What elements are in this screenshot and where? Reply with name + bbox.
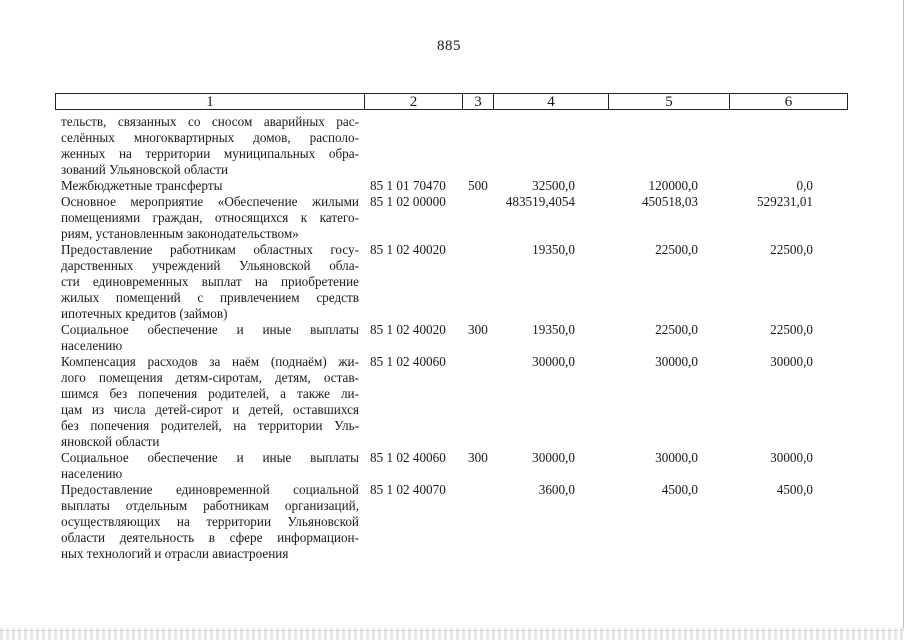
- row-code: 85 1 02 40020: [370, 322, 446, 337]
- description-line: Предоставление единовременной социальной: [61, 482, 359, 497]
- table-header: [55, 93, 848, 110]
- description-line: населению: [61, 338, 123, 353]
- table-row: [0, 450, 905, 482]
- description-line: Социальное обеспечение и иные выплаты: [61, 450, 359, 465]
- row-description: [61, 194, 359, 242]
- row-code: 85 1 02 40020: [370, 242, 446, 257]
- description-line: Основное мероприятие «Обеспечение жилыми: [61, 194, 359, 209]
- row-value-col5: 4500,0: [661, 482, 698, 497]
- row-value-col5: 22500,0: [655, 242, 698, 257]
- description-line: цам из числа детей-сирот и детей, оставшихся: [61, 402, 359, 417]
- description-line: помещениями граждан, относящихся к катего-: [61, 210, 359, 225]
- row-description: [61, 114, 359, 178]
- description-line: осуществляющих на территории Ульяновской: [61, 514, 359, 529]
- description-line: Компенсация расходов за наём (поднаём) жи-: [61, 354, 359, 369]
- row-value-col4: 483519,4054: [505, 194, 575, 209]
- table-row: [0, 178, 905, 194]
- row-value-col5: 30000,0: [655, 450, 698, 465]
- table-body: [0, 114, 905, 562]
- description-line: Предоставление работникам областных госу-: [61, 242, 359, 257]
- header-cell-1: 1: [56, 94, 365, 109]
- row-value-col6: 22500,0: [770, 322, 813, 337]
- description-line: Межбюджетные трансферты: [61, 178, 223, 193]
- row-value-col6: 4500,0: [776, 482, 813, 497]
- table-row: [0, 354, 905, 450]
- description-line: области деятельность в сфере информацион-: [61, 530, 359, 545]
- description-line: жилых помещений с привлечением средств: [61, 290, 359, 305]
- description-line: тельств, связанных со сносом аварийных рас-: [61, 114, 359, 129]
- row-value-col6: 30000,0: [770, 354, 813, 369]
- row-value-col5: 30000,0: [655, 354, 698, 369]
- description-line: ных технологий и отрасли авиастроения: [61, 546, 289, 561]
- description-line: шимся без попечения родителей, а также ли-: [61, 386, 359, 401]
- header-cell-3: 3: [463, 94, 494, 109]
- row-value-col6: 22500,0: [770, 242, 813, 257]
- row-expense-type: 300: [468, 450, 488, 465]
- description-line: зований Ульяновской области: [61, 162, 229, 177]
- description-line: женных на территории муниципальных обра-: [61, 146, 359, 161]
- row-description: [61, 178, 359, 194]
- description-line: лого помещения детям-сиротам, детям, остав-: [61, 370, 359, 385]
- row-value-col4: 3600,0: [538, 482, 575, 497]
- row-description: [61, 450, 359, 482]
- row-code: 85 1 02 40060: [370, 450, 446, 465]
- header-cell-6: 6: [784, 94, 793, 110]
- description-line: риям, установленным законодательством»: [61, 226, 299, 241]
- row-code: 85 1 02 40070: [370, 482, 446, 497]
- row-code: 85 1 02 00000: [370, 194, 446, 209]
- page-number: 885: [437, 38, 461, 54]
- row-value-col4: 30000,0: [532, 450, 575, 465]
- description-line: дарственных учреждений Ульяновской обла-: [61, 258, 359, 273]
- row-code: 85 1 01 70470: [370, 178, 446, 193]
- header-cell-4: 4: [494, 94, 609, 109]
- row-value-col4: 30000,0: [532, 354, 575, 369]
- row-value-col5: 120000,0: [648, 178, 698, 193]
- row-expense-type: 300: [468, 322, 488, 337]
- row-description: [61, 322, 359, 354]
- row-value-col6: 529231,01: [756, 194, 813, 209]
- header-cell-2: 2: [365, 94, 463, 109]
- scan-edge-artifact: [0, 628, 905, 640]
- row-value-col4: 19350,0: [532, 322, 575, 337]
- row-value-col5: 450518,03: [641, 194, 698, 209]
- row-value-col6: 30000,0: [770, 450, 813, 465]
- row-value-col5: 22500,0: [655, 322, 698, 337]
- description-line: селённых многоквартирных домов, располо-: [61, 130, 359, 145]
- description-line: ипотечных кредитов (займов): [61, 306, 228, 321]
- table-row: [0, 482, 905, 562]
- description-line: населению: [61, 466, 123, 481]
- row-description: [61, 242, 359, 322]
- row-value-col4: 32500,0: [532, 178, 575, 193]
- row-value-col4: 19350,0: [532, 242, 575, 257]
- row-expense-type: 500: [468, 178, 488, 193]
- description-line: яновской области: [61, 434, 160, 449]
- description-line: без попечения родителей, на территории Уль-: [61, 418, 359, 433]
- description-line: выплаты отдельным работникам организаций,: [61, 498, 359, 513]
- description-line: Социальное обеспечение и иные выплаты: [61, 322, 359, 337]
- table-row: [0, 322, 905, 354]
- row-code: 85 1 02 40060: [370, 354, 446, 369]
- description-line: сти единовременных выплат на приобретение: [61, 274, 359, 289]
- table-row: [0, 194, 905, 242]
- row-value-col6: 0,0: [796, 178, 813, 193]
- row-description: [61, 354, 359, 450]
- row-description: [61, 482, 359, 562]
- table-row: [0, 114, 905, 178]
- header-cell-5: 5: [609, 94, 730, 109]
- table-row: [0, 242, 905, 322]
